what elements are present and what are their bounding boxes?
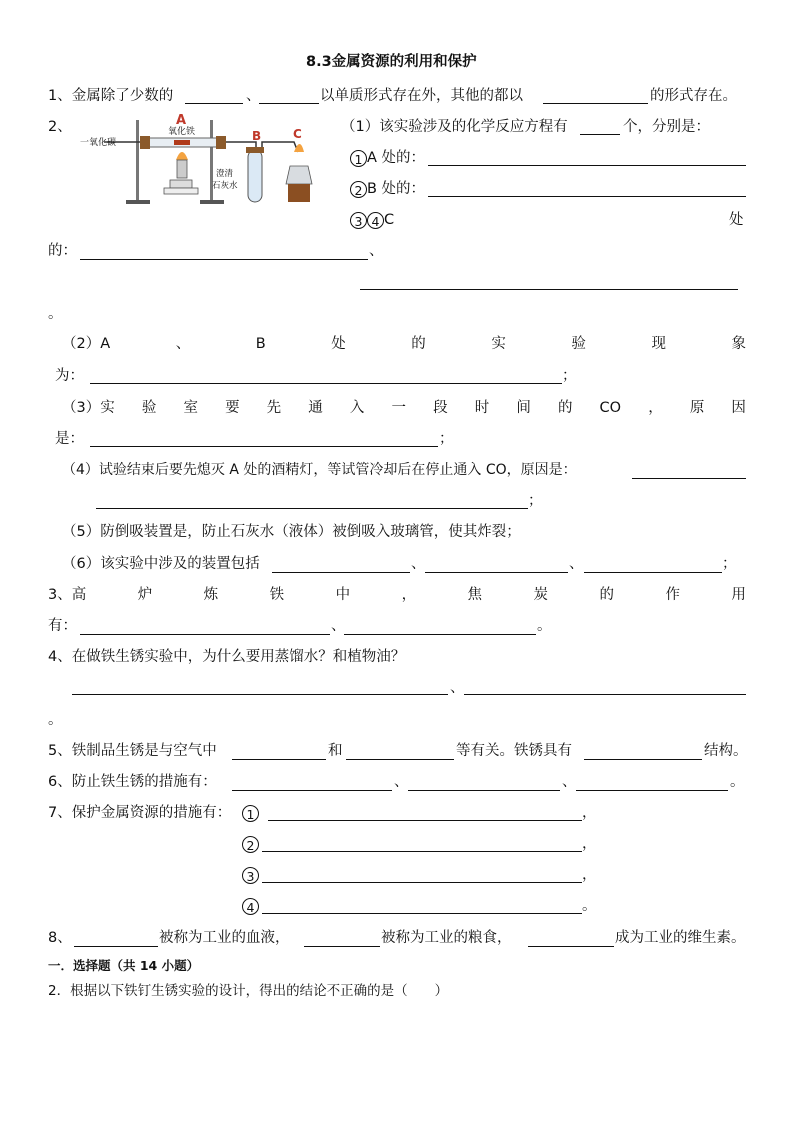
q2-s1b: 个，分别是： [623,119,710,135]
q6-blank-2[interactable] [408,790,560,791]
q2-s2-end: 为： [55,368,84,384]
section-heading: 一．选择题（共 14 小题） [48,958,200,973]
q2-s6-dun-2: 、 [569,556,584,572]
circled-2: 2 [350,181,367,198]
q2-s4-blank-2[interactable] [96,508,528,509]
q2-s6: （6）该实验中涉及的装置包括 [62,556,260,572]
q2-s6-blank-3[interactable] [584,572,722,573]
s2-t5: 实 [491,336,506,352]
q2-s6-semi: ； [722,556,737,572]
s3-t10: 间 [516,400,531,416]
q2-s6-blank-2[interactable] [425,572,568,573]
s3-t13: ， [648,400,663,416]
q8-part1: 8、 [48,930,72,946]
s3-t3: 要 [225,400,240,416]
q7-circled-4: 4 [242,898,259,915]
q7-circled-3: 3 [242,867,259,884]
q7-blank-1[interactable] [268,820,582,821]
q2-s3-end: 是： [55,431,84,447]
q1-blank-1[interactable] [185,103,243,104]
label-lime-1: 澄清 [216,169,234,179]
q2-de: 的： [48,243,77,259]
s3-t0: （3）实 [62,400,115,416]
q2-s3-line [62,398,746,418]
q2-s1: （1）该实验涉及的化学反应方程有 [341,119,568,135]
circled-1: 1 [350,150,367,167]
q6-period: 。 [730,774,745,790]
s3-t8: 段 [433,400,448,416]
label-A: A [176,113,187,128]
q7-comma-1: ， [582,805,597,821]
q2-s4-semi: ； [528,493,543,509]
q2-b-label: B 处的： [367,181,426,197]
q3-blank-1[interactable] [80,634,330,635]
s3-t15: 因 [731,400,746,416]
q8-part3: 被称为工业的粮食， [381,930,512,946]
s2-t8: 象 [731,336,746,352]
q5-part4: 结构。 [704,743,748,759]
q7-circled-2: 2 [242,836,259,853]
q2-s5: （5）防倒吸装置是，防止石灰水（液体）被倒吸入玻璃管，使其炸裂； [62,524,521,540]
q2-s3-semi: ； [439,431,454,447]
s3-t5: 通 [308,400,323,416]
q7-blank-4[interactable] [262,913,582,914]
q3-t7: 炭 [533,587,549,603]
q3-t0: 3、高 [48,587,87,603]
q2-s2-line [62,334,746,354]
q3-dun: 、 [331,618,346,634]
q2-a-blank[interactable] [428,165,746,166]
q2-s2-blank[interactable] [90,383,562,384]
q3-t3: 铁 [269,587,285,603]
q3-t10: 用 [731,587,746,603]
q2-s4-blank-1[interactable] [632,478,746,479]
q5-part1: 5、铁制品生锈是与空气中 [48,743,217,759]
page-title: 8.3金属资源的利用和保护 [306,54,477,70]
q3-t6: 焦 [467,587,483,603]
q7-circled-1: 1 [242,805,259,822]
s2-t0: （2）A [62,336,111,352]
q7-comma-3: ， [582,867,597,883]
s2-t3: 处 [331,336,346,352]
q3-t4: 中 [335,587,351,603]
q3-t9: 作 [665,587,680,603]
q2-s2-semi: ； [562,368,577,384]
q7-text: 7、保护金属资源的措施有： [48,805,232,821]
q7-comma-2: ， [582,836,597,852]
q1-part4: 的形式存在。 [650,88,737,104]
q2-c-blank-1[interactable] [80,259,368,260]
q8-blank-1[interactable] [74,946,158,947]
q6-text: 6、防止铁生锈的措施有： [48,774,217,790]
circled-3: 3 [350,212,367,229]
q4-blank-2[interactable] [464,694,746,695]
q2-c-label: C [384,212,395,228]
q2-b-blank[interactable] [428,196,746,197]
q7-blank-2[interactable] [262,851,582,852]
q2-s4: （4）试验结束后要先熄灭 A 处的酒精灯，等试管冷却后在停止通入 CO，原因是： [62,462,577,478]
s2-t1: 、 [175,336,191,352]
label-lime-2: 石灰水 [212,181,238,191]
q4-text: 4、在做铁生锈实验中，为什么要用蒸馏水？和植物油？ [48,649,406,665]
q8-part4: 成为工业的维生素。 [615,930,746,946]
s3-t6: 入 [349,400,365,416]
q3-t8: 的 [599,587,614,603]
q7-period: 。 [582,898,597,914]
q7-blank-3[interactable] [262,882,582,883]
s2-t7: 现 [651,336,666,352]
q1-part2: 、 [246,88,261,104]
s2-t6: 验 [571,336,586,352]
q3-t2: 炼 [203,587,219,603]
q1-part1: 1、金属除了少数的 [48,88,174,104]
s2-t2: B [255,336,266,352]
q3-t5: ， [401,587,417,603]
circled-4: 4 [367,212,384,229]
q2-a-label: A 处的： [367,150,426,166]
q5-blank-3[interactable] [584,759,702,760]
q6-blank-1[interactable] [232,790,392,791]
q3-line [48,585,746,605]
q8-blank-2[interactable] [304,946,380,947]
q5-part2: 和 [328,743,343,759]
s3-t2: 室 [183,400,198,416]
q2-s6-blank-1[interactable] [272,572,410,573]
section-q2: 2．根据以下铁钉生锈实验的设计，得出的结论不正确的是（ ） [48,983,449,999]
label-B: B [252,129,262,143]
s3-t1: 验 [141,400,157,416]
s3-t7: 一 [391,400,406,416]
q3-t1: 炉 [137,587,153,603]
q6-dun-2: 、 [562,774,577,790]
q3-end: 有： [48,618,77,634]
q1-blank-3[interactable] [543,103,648,104]
apparatus-figure [80,113,324,206]
q2-s3-blank[interactable] [90,446,438,447]
q4-blank-1[interactable] [72,694,448,695]
q3-period: 。 [537,618,552,634]
q4-period: 。 [48,712,63,728]
q3-blank-2[interactable] [344,634,536,635]
s3-t14: 原 [689,400,705,416]
label-co: 一氧化碳 [80,138,117,148]
q2-period-1: 。 [48,306,63,322]
s2-t4: 的 [411,336,426,352]
q5-part3: 等有关。铁锈具有 [456,743,572,759]
q2-c-blank-2[interactable] [360,289,738,290]
q2-count-blank[interactable] [580,134,620,135]
label-C: C [293,127,302,141]
q1-part3: 以单质形式存在外，其他的都以 [320,88,523,104]
q2-number: 2、 [48,119,72,135]
q6-blank-3[interactable] [576,790,728,791]
q8-part2: 被称为工业的血液， [159,930,290,946]
q2-c-end: 处 [729,212,744,228]
label-oxide: 氧化铁 [168,127,196,137]
q8-blank-3[interactable] [528,946,614,947]
q6-dun-1: 、 [394,774,409,790]
q2-dun: 、 [369,243,384,259]
s3-t9: 时 [474,400,490,416]
q5-blank-1[interactable] [232,759,326,760]
s3-t11: 的 [557,400,573,416]
s3-t4: 先 [266,400,282,416]
s3-t12: CO [599,400,622,416]
q1-blank-2[interactable] [259,103,319,104]
q5-blank-2[interactable] [346,759,454,760]
q4-dun: 、 [450,680,465,696]
q2-s6-dun-1: 、 [411,556,426,572]
